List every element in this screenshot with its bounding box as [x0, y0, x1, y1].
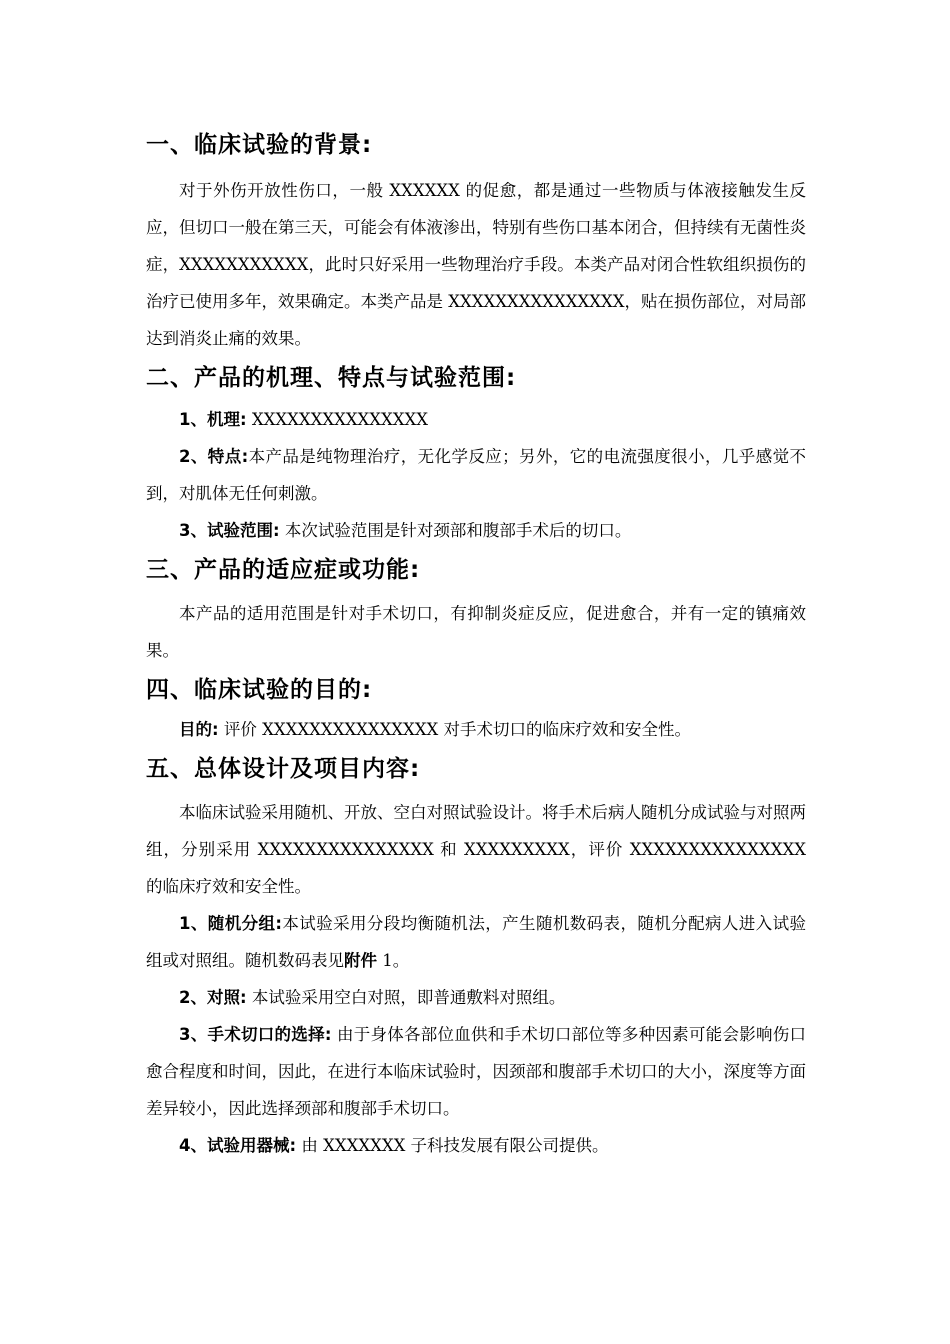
- section-indications: [146, 553, 806, 669]
- item-bold-tail: 附件: [344, 951, 377, 970]
- section-design: [146, 752, 806, 1164]
- list-item: [146, 979, 806, 1016]
- item-text: 本试验采用分段均衡随机法，产生随机数码表，随机分配病人进入试验组或对照组。随机数码表见: [146, 914, 806, 970]
- item-label: 2、特点:: [179, 447, 249, 466]
- item-label: 1、随机分组:: [179, 914, 282, 933]
- list-item: [146, 905, 806, 979]
- list-item: [146, 1127, 806, 1164]
- section-paragraph: 对于外伤开放性伤口，一般 XXXXXX 的促愈，都是通过一些物质与体液接触发生反应，但切口一般在第三天，可能会有体液渗出，特别有些伤口基本闭合，但持续有无菌性炎症，XXXXXXXXXXX，此时只好采用一些物理治疗手段。本类产品对闭合性软组织损伤的治疗已使用多年，效果确定。本类产品是 XXXXXXXXXXXXXXX，贴在损伤部位，对局部达到消炎止痛的效果。: [146, 181, 806, 348]
- item-label: 目的:: [179, 720, 219, 739]
- section-purpose: [146, 673, 806, 748]
- item-text: 由于身体各部位血供和手术切口部位等多种因素可能会影响伤口愈合程度和时间，因此，在进行本临床试验时，因颈部和腹部手术切口的大小，深度等方面差异较小，因此选择颈部和腹部手术切口。: [146, 1025, 806, 1118]
- list-item: [146, 401, 806, 438]
- section-heading: 四、临床试验的目的:: [146, 677, 373, 703]
- item-label: 1、机理:: [179, 410, 247, 429]
- item-text: XXXXXXXXXXXXXXX: [246, 410, 429, 429]
- section-heading: 二、产品的机理、特点与试验范围:: [146, 365, 517, 391]
- item-text: 评价 XXXXXXXXXXXXXXX 对手术切口的临床疗效和安全性。: [218, 720, 692, 739]
- item-label: 3、试验范围:: [179, 521, 280, 540]
- section-heading: 五、总体设计及项目内容:: [146, 756, 421, 782]
- item-label: 4、试验用器械:: [179, 1136, 297, 1155]
- item-text: 本次试验范围是针对颈部和腹部手术后的切口。: [279, 521, 632, 540]
- list-item: [146, 438, 806, 512]
- list-item: [146, 512, 806, 549]
- section-background: [146, 128, 806, 357]
- section-mechanism: [146, 361, 806, 549]
- section-paragraph: 本产品的适用范围是针对手术切口，有抑制炎症反应，促进愈合，并有一定的镇痛效果。: [146, 604, 806, 660]
- list-item: [146, 1016, 806, 1127]
- item-text: 本试验采用空白对照，即普通敷料对照组。: [246, 988, 566, 1007]
- item-label: 2、对照:: [179, 988, 247, 1007]
- section-heading: 三、产品的适应症或功能:: [146, 557, 421, 583]
- item-tail: 1。: [377, 951, 410, 970]
- section-paragraph: 本临床试验采用随机、开放、空白对照试验设计。将手术后病人随机分成试验与对照两组，分别采用 XXXXXXXXXXXXXXX 和 XXXXXXXXX，评价 XXXXXXXXXXXXXXX 的临床疗效和安全性。: [146, 803, 806, 896]
- section-heading: 一、临床试验的背景:: [146, 132, 373, 158]
- document-page: [146, 128, 806, 1168]
- item-label: 3、手术切口的选择:: [179, 1025, 332, 1044]
- item-text: 本产品是纯物理治疗，无化学反应；另外，它的电流强度很小，几乎感觉不到，对肌体无任何刺激。: [146, 447, 806, 503]
- list-item: [146, 711, 806, 748]
- item-text: 由 XXXXXXX 子科技发展有限公司提供。: [296, 1136, 609, 1155]
